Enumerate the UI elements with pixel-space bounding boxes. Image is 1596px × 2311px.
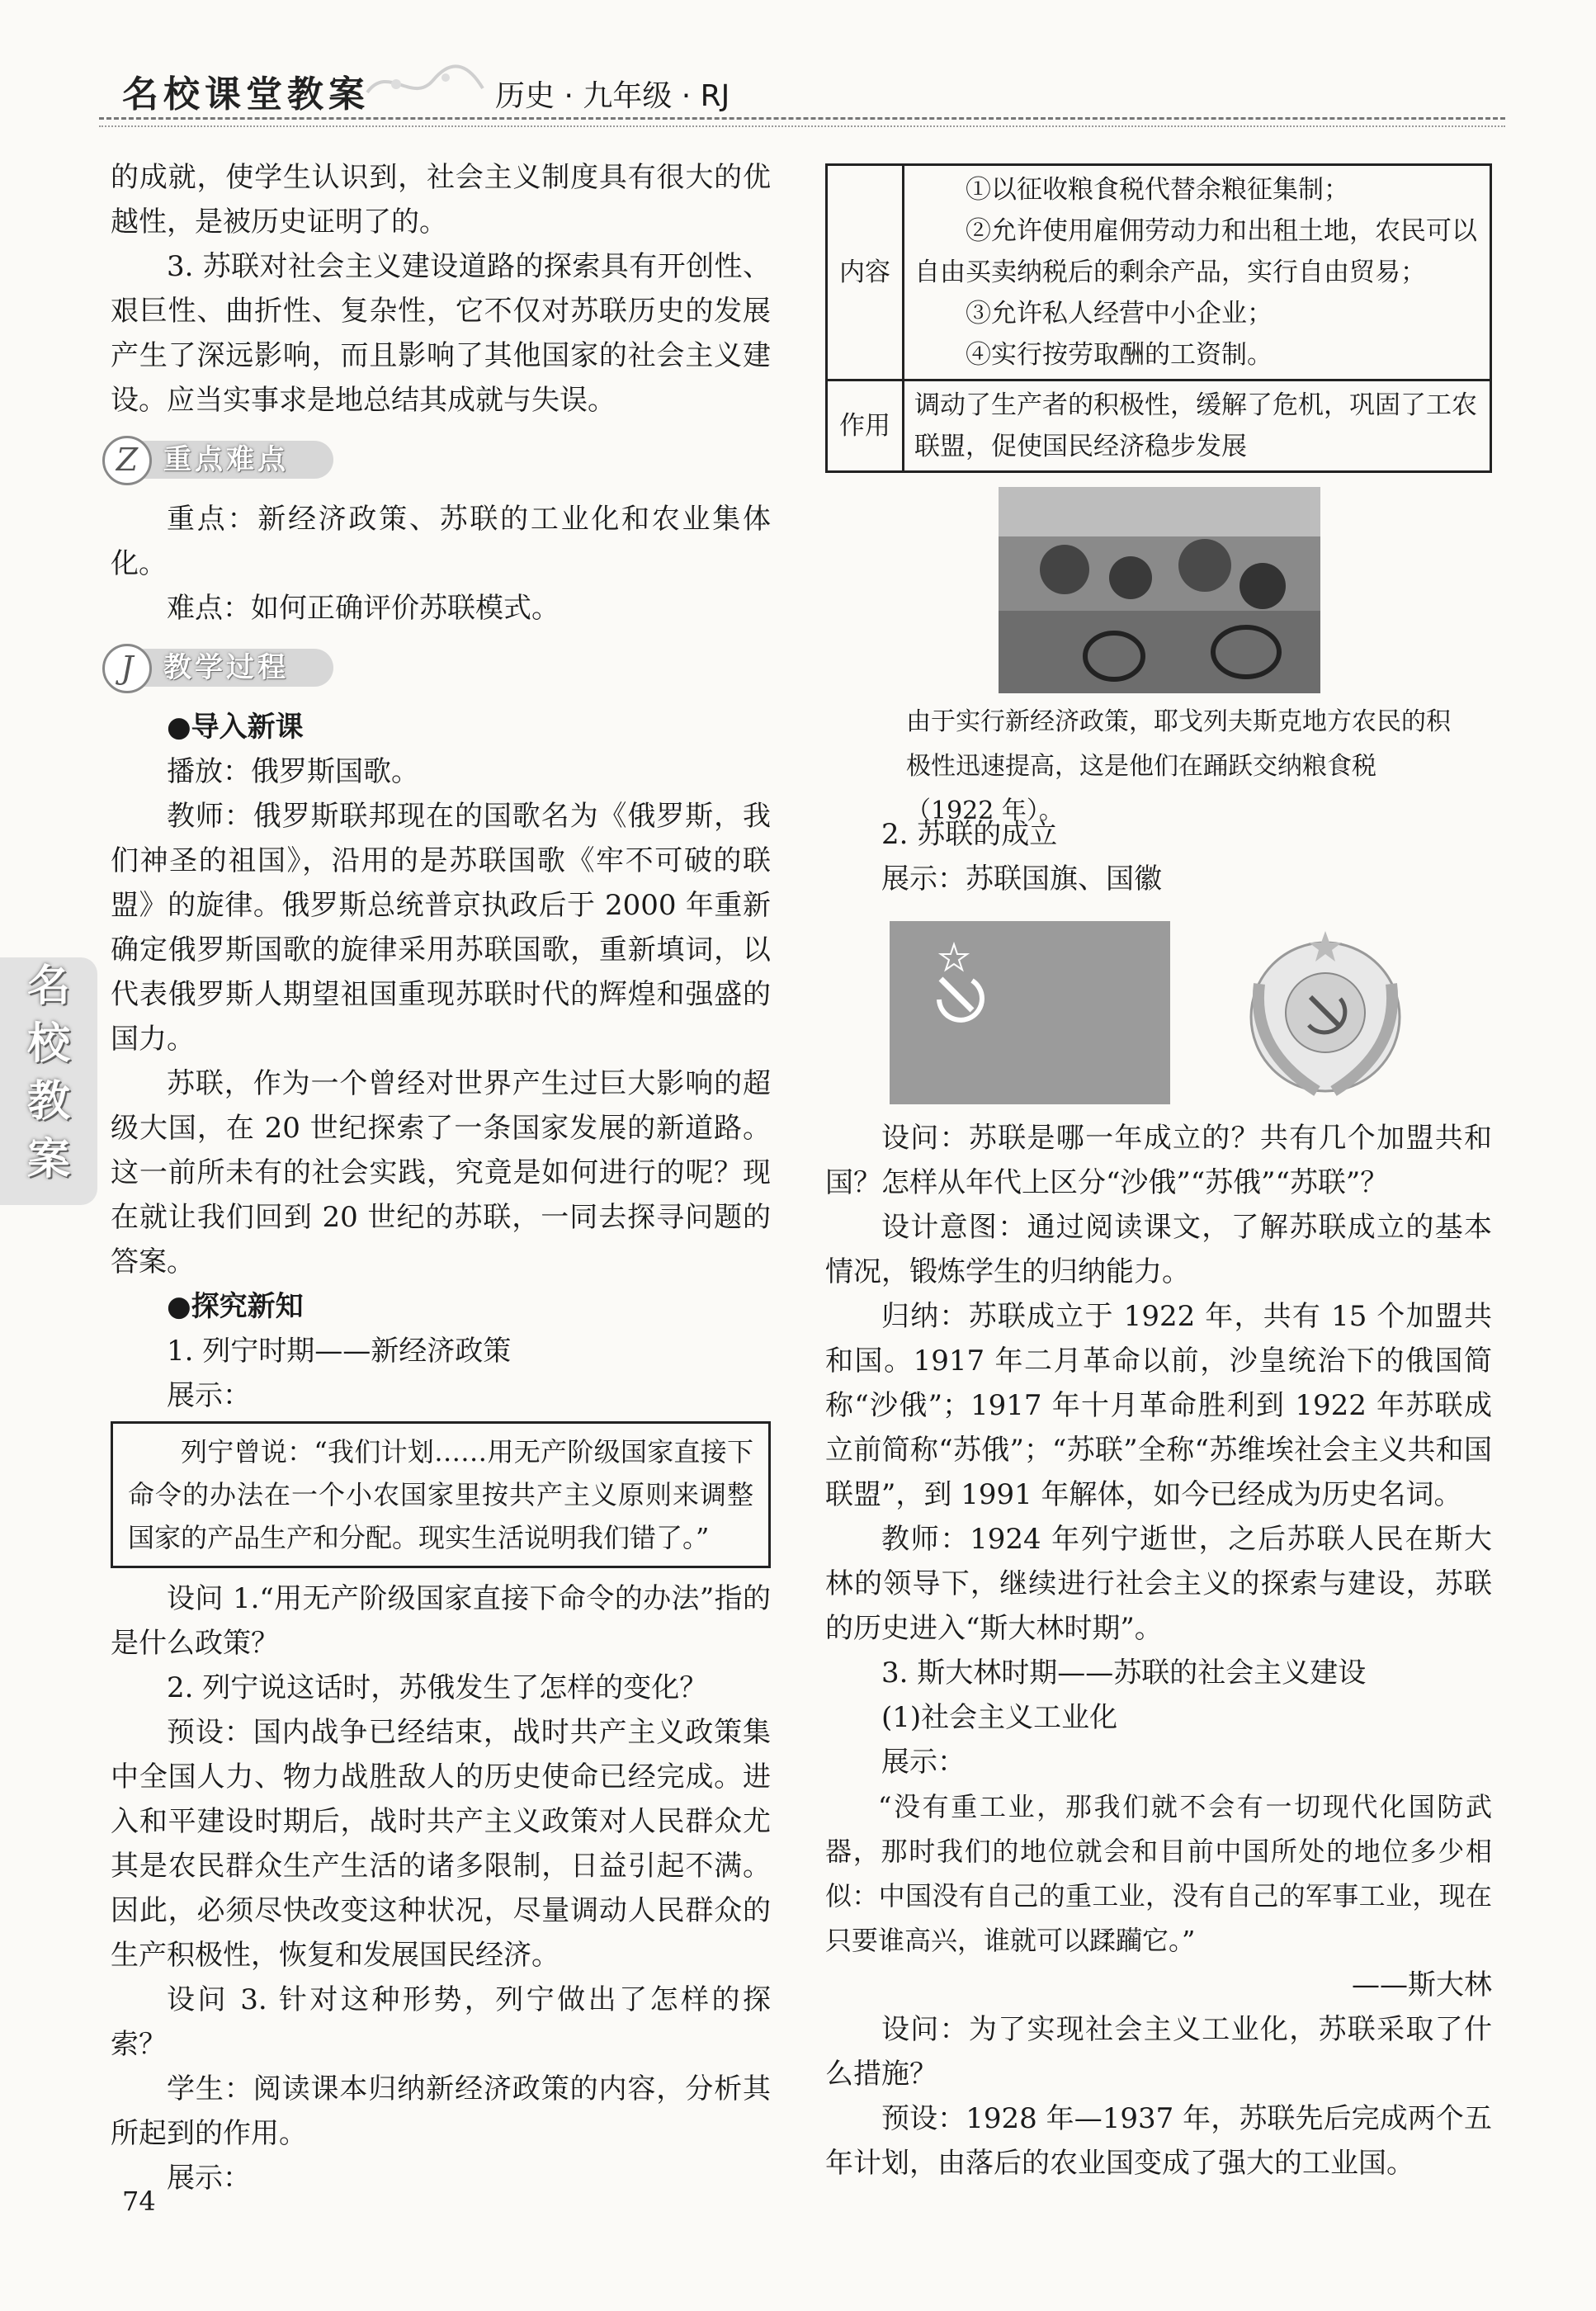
photo-caption: 由于实行新经济政策，耶戈列夫斯克地方农民的积极性迅速提高，这是他们在踊跃交纳粮食税（1922 年）。 [906,707,1451,825]
list-item: ③允许私人经营中小企业； [966,299,1273,328]
paragraph: 预设：国内战争已经结束，战时共产主义政策集中全国人力、物力战胜敌人的历史使命已经完成。进入和平建设时期后，战时共产主义政策对人民群众尤其是农民群众生产生活的诸多限制，日益引起不满。因此，必须尽快改变这种状况，尽量调动人民群众的生产积极性，恢复和发展国民经济。 [111,1716,771,1972]
side-tab-char: 教 [26,1077,70,1127]
quote-author: ——斯大林 [1352,1968,1492,2001]
subheading: 3. 斯大林时期——苏联的社会主义建设 [881,1656,1367,1690]
key-point: 重点：新经济政策、苏联的工业化和农业集体化。 [111,503,771,580]
header-divider-dotted [99,125,1505,127]
subheading: 1. 列宁时期——新经济政策 [167,1335,512,1368]
book-title: 名校课堂教案 [122,73,370,116]
paragraph: 设计意图：通过阅读课文，了解苏联成立的基本情况，锻炼学生的归纳能力。 [825,1211,1492,1288]
badge-title: 重点难点 [163,443,289,476]
paragraph: 展示： [167,1379,251,1412]
decorative-swirl [363,59,487,109]
table-row [827,380,1491,472]
question: 设问：为了实现社会主义工业化，苏联采取了什么措施？ [825,2013,1492,2091]
lenin-quote: 列宁曾说：“我们计划……用无产阶级国家直接下命令的办法在一个小农国家里按共产主义原则来调整国家的产品生产和分配。现实生活说明我们错了。” [128,1436,753,1553]
ussr-flag [890,921,1170,1104]
paragraph: 展示：苏联国旗、国徽 [881,862,1162,896]
paragraph: 展示： [167,2162,251,2195]
section-badge-teaching-process [102,642,771,693]
historical-photo [999,487,1320,693]
page-number: 74 [122,2186,156,2217]
subheading: 2. 苏联的成立 [881,818,1058,851]
paragraph: 的成就，使学生认识到，社会主义制度具有很大的优越性，是被历史证明了的。 [111,161,771,239]
question: 2. 列宁说这话时，苏俄发生了怎样的变化？ [167,1671,708,1704]
side-tab-char: 案 [26,1135,70,1184]
table-label: 内容 [827,165,904,380]
section-heading: ●导入新课 [167,711,304,744]
badge-title: 教学过程 [163,651,289,684]
list-item: ①以征收粮食税代替余粮征集制； [966,175,1349,205]
ussr-emblem [1226,918,1424,1116]
side-tab-char: 校 [26,1019,70,1069]
paragraph: 展示： [881,1746,966,1779]
table-label: 作用 [827,380,904,472]
question: 设问 3. 针对这种形势，列宁做出了怎样的探索？ [111,1983,771,2061]
paragraph: 教师：1924 年列宁逝世，之后苏联人民在斯大林的领导下，继续进行社会主义的探索与建设，苏联的历史进入“斯大林时期”。 [825,1523,1492,1645]
paragraph: 3. 苏联对社会主义建设道路的探索具有开创性、艰巨性、曲折性、复杂性，它不仅对苏联历史的发展产生了深远影响，而且影响了其他国家的社会主义建设。应当实事求是地总结其成就与失误。 [111,250,771,417]
book-subtitle: 历史 · 九年级 · RJ [495,79,730,113]
list-item: ④实行按劳取酬的工资制。 [966,340,1273,370]
subheading: (1)社会主义工业化 [881,1701,1118,1734]
header-divider [99,117,1505,120]
paragraph: 归纳：苏联成立于 1922 年，共有 15 个加盟共和国。1917 年二月革命以前，沙皇统治下的俄国简称“沙俄”；1917 年十月革命胜利到 1922 年苏联成立前简称“苏俄”；“苏联”全称“苏维埃社会主义共和国联盟”，到 1991 年解体，如今已经成为历史名词。 [825,1300,1492,1511]
right-column-top [825,812,1492,901]
paragraph: 苏联，作为一个曾经对世界产生过巨大影响的超级大国，在 20 世纪探索了一条国家发展的新道路。这一前所未有的社会实践，究竟是如何进行的呢？现在就让我们回到 20 世纪的苏联，一同去探寻问题的答案。 [111,1067,771,1278]
side-tab-char: 名 [26,962,70,1011]
paragraph: 播放：俄罗斯国歌。 [167,755,419,788]
stalin-quote: “没有重工业，那我们就不会有一切现代化国防武器，那时我们的地位就会和目前中国所处的地位多少相似：中国没有自己的重工业，没有自己的军事工业，现在只要谁高兴，谁就可以蹂躏它。” [825,1791,1492,1956]
section-heading: ●探究新知 [167,1290,304,1323]
right-column-bottom [825,1116,1492,2186]
list-item: ②允许使用雇佣劳动力和出租土地，农民可以自由买卖纳税后的剩余产品，实行自由贸易； [914,216,1477,287]
section-badge-key-points [102,434,771,485]
question: 设问 1.“用无产阶级国家直接下命令的办法”指的是什么政策？ [111,1582,771,1660]
paragraph: 教师：俄罗斯联邦现在的国歌名为《俄罗斯，我们神圣的祖国》，沿用的是苏联国歌《牢不可破的联盟》的旋律。俄罗斯总统普京执政后于 2000 年重新确定俄罗斯国歌的旋律采用苏联国歌，重新填词，以代表俄罗斯人期望祖国重现苏联时代的辉煌和强盛的国力。 [111,800,771,1056]
nep-table [825,163,1492,473]
table-cell-content [904,165,1491,380]
badge-letter: Z [102,436,152,485]
badge-letter: J [102,644,152,693]
lenin-quote-box [111,1421,771,1568]
paragraph: 学生：阅读课本归纳新经济政策的内容，分析其所起到的作用。 [111,2072,771,2150]
table-row [827,165,1491,380]
side-tab [0,957,97,1205]
question: 设问：苏联是哪一年成立的？共有几个加盟共和国？怎样从年代上区分“沙俄”“苏俄”“苏联”？ [825,1122,1492,1199]
difficult-point: 难点：如何正确评价苏联模式。 [167,592,560,625]
table-cell-effect: 调动了生产者的积极性，缓解了危机，巩固了工农联盟，促使国民经济稳步发展 [904,380,1491,472]
paragraph: 预设：1928 年—1937 年，苏联先后完成两个五年计划，由落后的农业国变成了强大的工业国。 [825,2102,1492,2180]
left-column [111,155,771,2200]
